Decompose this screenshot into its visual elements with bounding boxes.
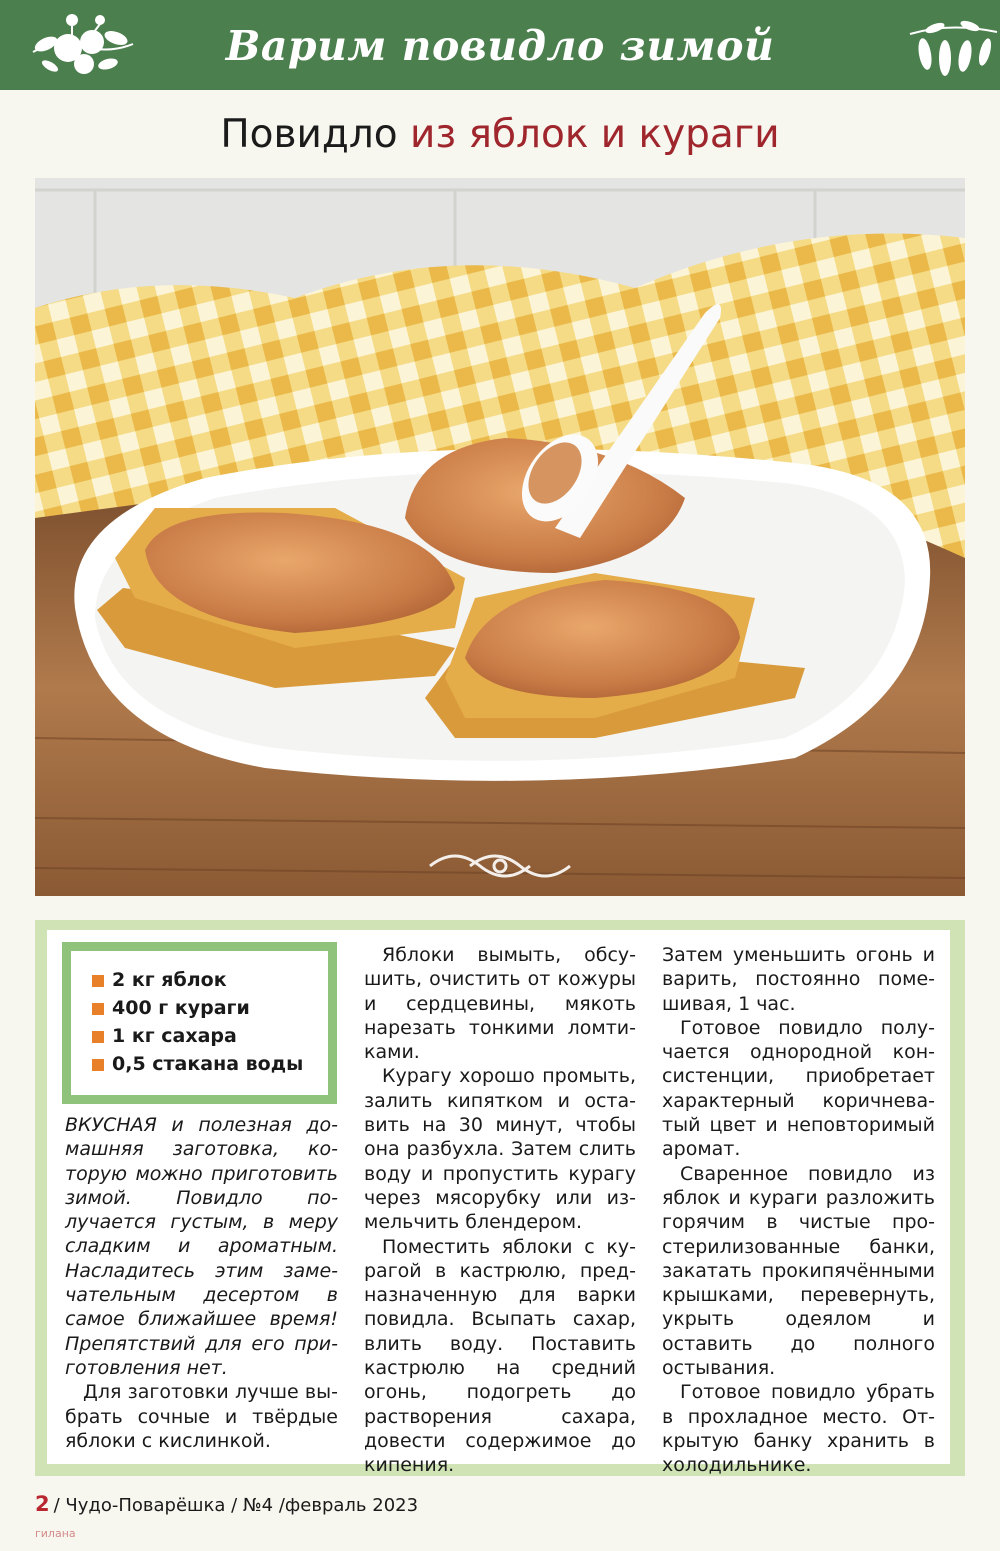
- paragraph: Готовое повидло убрать в прохладное место. Открытую банку хранить в холодильнике.: [662, 1381, 935, 1477]
- text-column-1: [65, 1113, 338, 1453]
- text-column-2: [364, 943, 636, 1478]
- intro-paragraph: ВКУСНАЯ и полезная домашняя заготовка, которую можно приготовить зимой. Повидло получается густым, в меру сладким и ароматным. Насладитесь этим замечательным десертом в самое ближайшее время! Препятствий для его приготовления нет.: [65, 1114, 338, 1379]
- paragraph: Для заготовки лучше выбрать сочные и твёрдые яблоки с кислинкой.: [65, 1381, 338, 1452]
- paragraph: Курагу хорошо промыть, залить кипятком и оставить на 30 минут, чтобы она разбухла. Затем слить воду и пропустить курагу через мясорубку или измельчить блендером.: [364, 1065, 636, 1234]
- paragraph: Готовое повидло получается однородной консистенции, приобретает характерный коричневатый цвет и неповторимый аромат.: [662, 1016, 935, 1161]
- paragraph: Сваренное повидло из яблок и кураги разложить горячим в чистые простерилизованные банки, закатать прокипячёнными крышками, перевернуть, укрыть одеялом и оставить до полного остывания.: [662, 1162, 935, 1380]
- ingredient-item: 400 г кураги: [90, 994, 325, 1022]
- page-number: 2: [35, 1492, 50, 1516]
- photo-credit: гилана: [35, 1527, 76, 1540]
- paragraph: Яблоки вымыть, обсушить, очистить от кожуры и сердцевины, мякоть нарезать тонкими ломтиками.: [364, 944, 636, 1064]
- apple-jam-on-crackers-photo: [35, 178, 965, 896]
- page-footer: [35, 1492, 418, 1516]
- recipe-photo: [35, 178, 965, 896]
- ingredient-item: 0,5 стакана воды: [90, 1050, 325, 1078]
- recipe-title: [0, 108, 1000, 162]
- paragraph: Поместить яблоки с курагой в кастрюлю, предназначенную для варки повидла. Всыпать сахар, влить воду. Поставить кастрюлю на средний огонь, подогреть до растворения сахара, довести содержимое до кипения.: [364, 1235, 636, 1477]
- paragraph: Затем уменьшить огонь и варить, постоянно помешивая, 1 час.: [662, 944, 935, 1015]
- section-title: Варим повидло зимой: [225, 22, 775, 70]
- pepper-branch-icon: [905, 14, 1000, 80]
- publication-info: / Чудо-Поварёшка / №4 /февраль 2023: [53, 1495, 419, 1516]
- ingredient-item: 2 кг яблок: [90, 966, 325, 994]
- recipe-title-part1: Повидло: [220, 112, 398, 157]
- text-column-3: [662, 943, 935, 1478]
- ingredient-item: 1 кг сахара: [90, 1022, 325, 1050]
- recipe-title-part2: из яблок и кураги: [410, 112, 780, 157]
- ingredients-list: [90, 966, 325, 1078]
